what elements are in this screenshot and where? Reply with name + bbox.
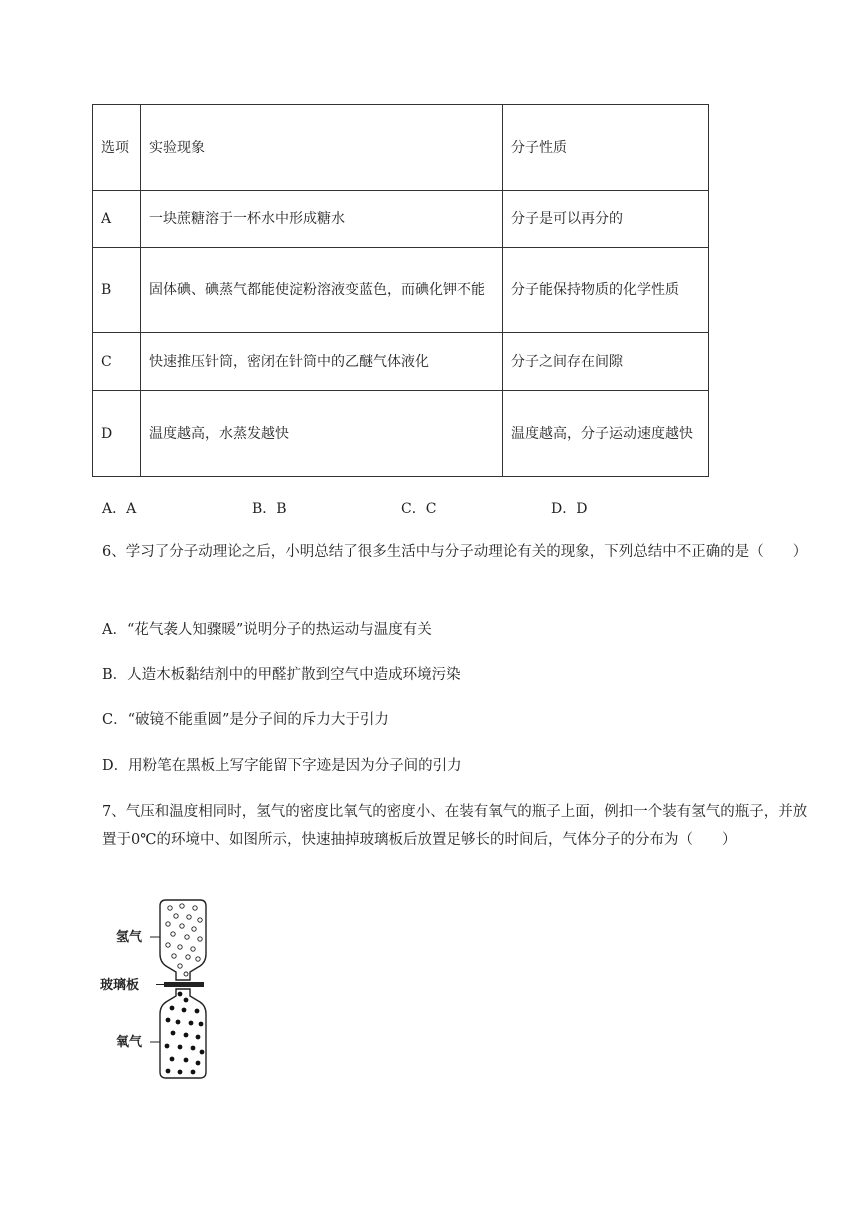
row-b-phenomenon: 固体碘、碘蒸气都能使淀粉溶液变蓝色，而碘化钾不能 <box>141 248 503 333</box>
gas-bottles-figure <box>98 896 218 1086</box>
q6-option-a[interactable]: A．“花气袭人知骤暖”说明分子的热运动与温度有关 <box>102 622 432 638</box>
row-d-option: D <box>93 391 141 477</box>
q5-option-a[interactable]: A．A <box>102 501 137 517</box>
hydrogen-label: 氢气 <box>116 930 143 945</box>
q7-stem: 7、气压和温度相同时，氢气的密度比氧气的密度小、在装有氧气的瓶子上面，例扣一个装有氢气的瓶子，并放置于0℃的环境中、如图所示，快速抽掉玻璃板后放置足够长的时间后，气体分子的分布为（ ） <box>102 804 808 848</box>
row-c-option: C <box>93 333 141 391</box>
q6-option-b[interactable]: B．人造木板黏结剂中的甲醛扩散到空气中造成环境污染 <box>102 667 461 683</box>
q6-option-c[interactable]: C．“破镜不能重圆”是分子间的斥力大于引力 <box>102 712 389 728</box>
glass-plate-label: 玻璃板 <box>100 978 140 993</box>
header-phenomenon: 实验现象 <box>141 105 503 191</box>
q5-option-d[interactable]: D．D <box>551 501 588 517</box>
q6-option-d[interactable]: D．用粉笔在黑板上写字能留下字迹是因为分子间的引力 <box>102 758 462 774</box>
row-c-phenomenon: 快速推压针筒，密闭在针筒中的乙醚气体液化 <box>141 333 503 391</box>
hydrogen-bottle <box>160 900 206 980</box>
table-row <box>93 333 709 391</box>
row-b-property: 分子能保持物质的化学性质 <box>503 248 709 333</box>
table-row <box>93 191 709 248</box>
row-c-property: 分子之间存在间隙 <box>503 333 709 391</box>
q5-options <box>102 498 722 518</box>
options-table <box>92 104 709 477</box>
table-row <box>93 248 709 333</box>
row-a-phenomenon: 一块蔗糖溶于一杯水中形成糖水 <box>141 191 503 248</box>
row-a-option: A <box>93 191 141 248</box>
row-b-option: B <box>93 248 141 333</box>
q5-option-b[interactable]: B．B <box>252 501 287 517</box>
table-header-row <box>93 105 709 191</box>
header-option: 选项 <box>93 105 141 191</box>
glass-plate <box>164 982 204 987</box>
q5-option-c[interactable]: C．C <box>401 501 437 517</box>
q6-stem: 6、学习了分子动理论之后，小明总结了很多生活中与分子动理论有关的现象，下列总结中不正确的是（ ） <box>102 544 808 560</box>
oxygen-label: 氧气 <box>116 1035 143 1050</box>
table-row <box>93 391 709 477</box>
row-a-property: 分子是可以再分的 <box>503 191 709 248</box>
header-property: 分子性质 <box>503 105 709 191</box>
row-d-phenomenon: 温度越高，水蒸发越快 <box>141 391 503 477</box>
row-d-property: 温度越高，分子运动速度越快 <box>503 391 709 477</box>
